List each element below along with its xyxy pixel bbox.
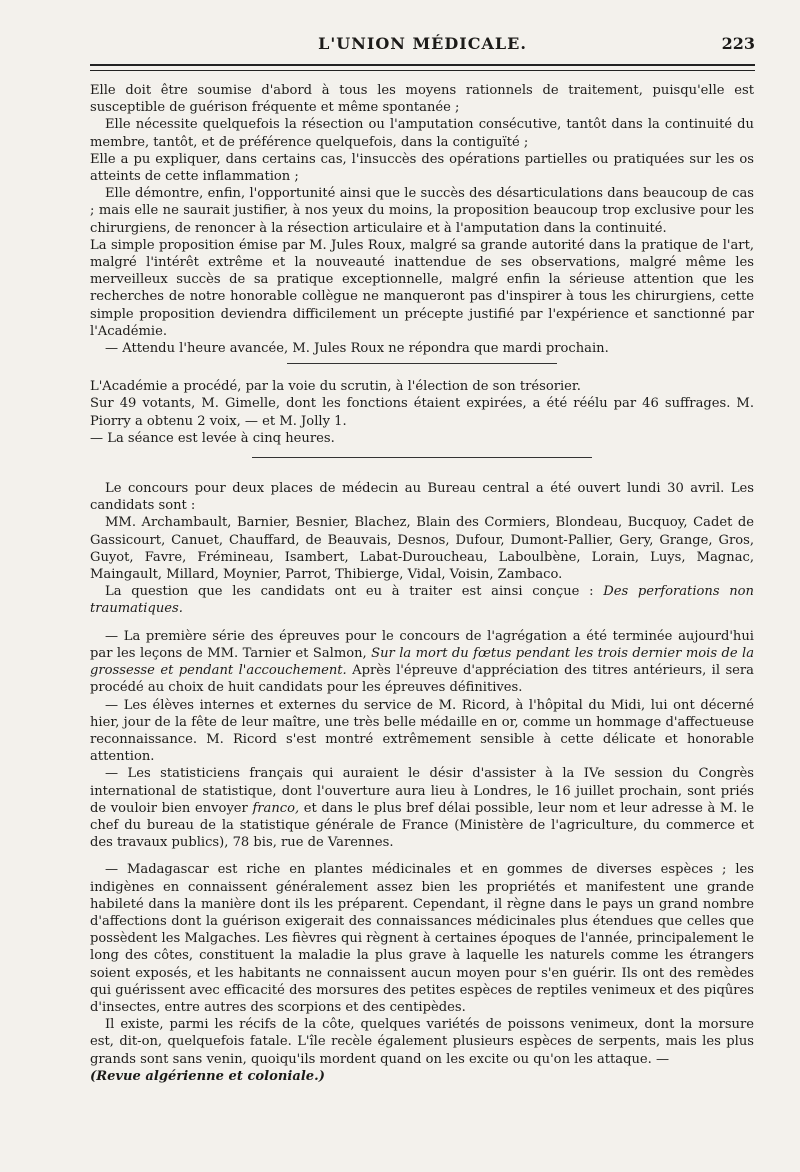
paragraph: — Les élèves internes et externes du service de M. Ricord, à l'hôpital du Midi, lui ont décerné hier, jour de la fête de leur maître, une très belle médaille en or, comme un hommage d'affectueuse reconnaissance. M. Ricord s'est montré extrêmement sensible à cette délicate et honorable attention. <box>90 697 754 765</box>
paragraph: Elle nécessite quelquefois la résection ou l'amputation consécutive, tantôt dans la continuité du membre, tantôt, et de préférence quelquefois, dans la contiguïté ; <box>90 117 754 150</box>
section-divider <box>287 363 557 364</box>
source-text: (Revue algérienne et coloniale.) <box>90 1068 325 1084</box>
paragraph: — Attendu l'heure avancée, M. Jules Roux ne répondra que mardi prochain. <box>105 341 609 357</box>
paragraph <box>90 765 754 851</box>
paragraph-text: Après l'épreuve d'appréciation des titres antérieurs, il sera procédé au choix de huit candidats pour les épreuves définitives. <box>90 663 754 696</box>
paragraph: Sur 49 votants, M. Gimelle, dont les fonctions étaient expirées, a été réélu par 46 suffrages. M. Piorry a obtenu 2 voix, — et M. Jolly 1. <box>90 396 754 429</box>
paragraph <box>90 583 754 617</box>
paragraph-text: — Les statisticiens français qui auraient le désir d'assister à la IVe session du Congrès international de statistique, dont l'ouverture aura lieu à Londres, le 16 juillet prochain, sont priés de vouloir bien envoyer <box>90 766 754 816</box>
paragraph: Il existe, parmi les récifs de la côte, quelques variétés de poissons venimeux, dont la morsure est, dit-on, quelquefois fatale. L'île recèle également plusieurs espèces de serpents, mais les plus grands sont sans venin, quoiqu'ils mordent quand on les excite ou qu'on les attaque. — <box>90 1017 754 1067</box>
section-news <box>90 480 754 1085</box>
paragraph-text: et dans le plus bref délai possible, leur nom et leur adresse à M. le chef du bureau de la statistique générale de France (Ministère de l'agriculture, du commerce et des travaux publics), 78 bis, rue de Varennes. <box>90 800 754 851</box>
paragraph <box>90 628 754 697</box>
page-number: 223 <box>721 34 755 53</box>
running-title: L'UNION MÉDICALE. <box>318 34 527 53</box>
page-header <box>90 34 755 60</box>
paragraph: La simple proposition émise par M. Jules Roux, malgré sa grande autorité dans la pratique de l'art, malgré l'intérêt extrême et la nouveauté inattendue de ses observations, malgré même les merveilleux succès de sa pratique exceptionnelle, malgré enfin la sérieuse attention que les recherches de notre honorable collègue ne manqueront pas d'inspirer à tous les chirurgiens, cette simple proposition deviendra difficilement un précepte justifié par l'expérience et sanctionné par l'Académie. <box>90 237 754 339</box>
paragraph: Elle a pu expliquer, dans certains cas, l'insuccès des opérations partielles ou pratiquées sur les os atteints de cette inflammation ; <box>90 151 754 185</box>
paragraph: — Madagascar est riche en plantes médicinales et en gommes de diverses espèces ; les indigènes en connaissent généralement assez bien les propriétés et manifestent une grande habileté dans la manière dont ils les préparent. Cependant, il règne dans le pays un grand nombre d'affections dont la guérison exigerait des connaissances médicinales plus étendues que celles que possèdent les Malgaches. Les fièvres qui règnent à certaines époques de l'année, principalement le long des côtes, constituent la maladie la plus grave à laquelle les naturels comme les étrangers soient exposés, et les habitants ne connaissent aucun moyen pour s'en guérir. Ils ont des remèdes qui guérissent avec efficacité des morsures des petites espèces de reptiles venimeux et des piqûres d'insectes, entre autres des scorpions et des centipèdes. <box>90 862 754 1015</box>
paragraph: Le concours pour deux places de médecin au Bureau central a été ouvert lundi 30 avril. Les candidats sont : <box>90 481 754 514</box>
lesson-title: Sur la mort du fœtus pendant les trois dernier mois de la grossesse et pendant l'accouchement. <box>90 645 754 679</box>
paragraph: MM. Archambault, Barnier, Besnier, Blachez, Blain des Cormiers, Blondeau, Bucquoy, Cadet de Gassicourt, Canuet, Chauffard, de Beauvais, Desnos, Dufour, Dumont-Pallier, Gery, Grange, Gros, Guyot, Favre, Frémineau, Isambert, Labat-Durouchеau, Laboulbène, Lorain, Luys, Magnac, Maingault, Millard, Moynier, Parrot, Thibierge, Vidal, Voisin, Zambaco. <box>90 515 754 583</box>
spacer <box>90 618 754 628</box>
paragraph: L'Académie a procédé, par la voie du scrutin, à l'élection de son trésorier. <box>90 379 581 395</box>
spacer <box>90 851 754 861</box>
header-rule <box>90 64 755 71</box>
section-resection-discussion <box>90 82 754 357</box>
body-text <box>90 82 754 1085</box>
source-citation <box>90 1068 754 1085</box>
italic-word: franco, <box>252 800 300 816</box>
paragraph: — La séance est levée à cinq heures. <box>90 430 335 446</box>
section-divider <box>252 457 592 458</box>
paragraph-text: — La première série des épreuves pour le concours de l'agrégation a été terminée aujourd'hui par les leçons de MM. Tarnier et Salmon, <box>90 628 754 661</box>
paragraph: Elle doit être soumise d'abord à tous les moyens rationnels de traitement, puisqu'elle est susceptible de guérison fréquente et même spontanée ; <box>90 83 754 116</box>
section-treasurer-election <box>90 378 754 447</box>
paragraph: Elle démontre, enfin, l'opportunité ainsi que le succès des désarticulations dans beaucoup de cas ; mais elle ne saurait justifier, à nos yeux du moins, la proposition beaucoup trop exclusive pour les chirurgiens, de renoncer à la résection articulaire et à l'amputation dans la continuité. <box>90 186 754 236</box>
paragraph-text: La question que les candidats ont eu à traiter est ainsi conçue : <box>105 584 604 600</box>
question-title: Des perforations non traumatiques. <box>90 584 754 617</box>
